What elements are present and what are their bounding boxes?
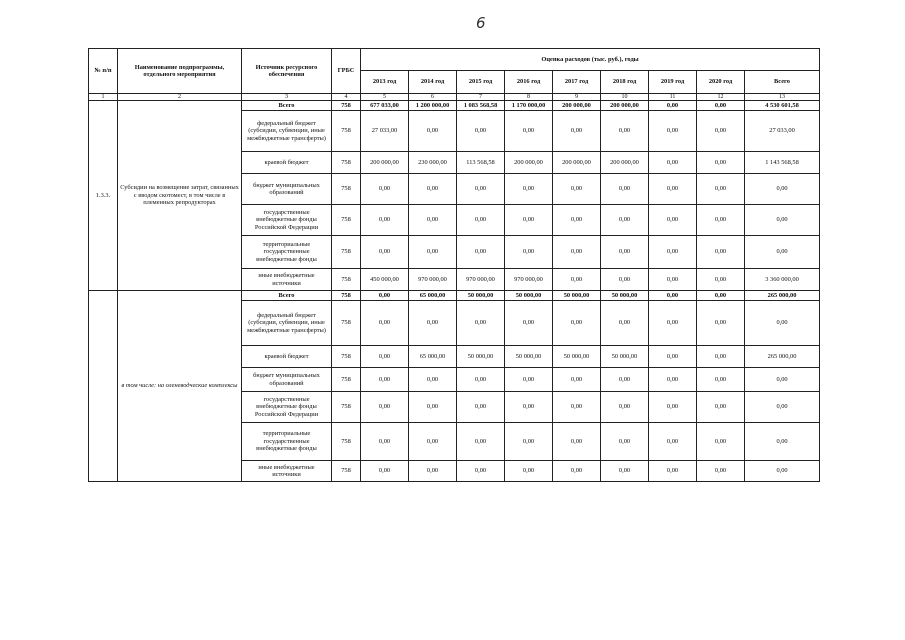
amount-cell: 0,00	[505, 205, 553, 236]
grbs-code: 758	[332, 461, 361, 482]
amount-cell: 0,00	[697, 269, 745, 291]
amount-cell: 0,00	[697, 461, 745, 482]
amount-cell: 50 000,00	[553, 291, 601, 301]
column-number: 2	[118, 94, 242, 101]
amount-cell: 0,00	[649, 461, 697, 482]
amount-cell: 0,00	[553, 236, 601, 269]
amount-cell: 0,00	[457, 423, 505, 461]
column-number: 4	[332, 94, 361, 101]
header-year: 2016 год	[505, 71, 553, 94]
amount-cell: 0,00	[649, 392, 697, 423]
amount-cell: 1 083 568,58	[457, 101, 505, 111]
column-number: 7	[457, 94, 505, 101]
header-source: Источник ресурсного обеспечения	[242, 49, 332, 94]
funding-source: иные внебюджетные источники	[242, 269, 332, 291]
amount-cell: 50 000,00	[601, 346, 649, 368]
grbs-code: 758	[332, 368, 361, 392]
funding-source: Всего	[242, 101, 332, 111]
amount-cell: 0,00	[649, 111, 697, 152]
column-number: 13	[745, 94, 820, 101]
amount-cell: 0,00	[697, 111, 745, 152]
amount-cell: 1 143 568,58	[745, 152, 820, 174]
funding-source: иные внебюджетные источники	[242, 461, 332, 482]
amount-cell: 65 000,00	[409, 346, 457, 368]
funding-source: краевой бюджет	[242, 346, 332, 368]
amount-cell: 0,00	[601, 368, 649, 392]
amount-cell: 200 000,00	[361, 152, 409, 174]
amount-cell: 0,00	[697, 392, 745, 423]
amount-cell: 0,00	[745, 236, 820, 269]
amount-cell: 0,00	[553, 174, 601, 205]
amount-cell: 0,00	[649, 236, 697, 269]
amount-cell: 0,00	[505, 368, 553, 392]
header-name: Наименование подпрограммы, отдельного мероприятия	[118, 49, 242, 94]
grbs-code: 758	[332, 174, 361, 205]
grbs-code: 758	[332, 346, 361, 368]
amount-cell: 0,00	[409, 174, 457, 205]
amount-cell: 0,00	[361, 392, 409, 423]
column-number: 9	[553, 94, 601, 101]
amount-cell: 50 000,00	[601, 291, 649, 301]
amount-cell: 265 000,00	[745, 291, 820, 301]
header-year: Всего	[745, 71, 820, 94]
header-estimate: Оценка расходов (тыс. руб.), годы	[361, 49, 820, 71]
amount-cell: 0,00	[601, 269, 649, 291]
amount-cell: 0,00	[361, 423, 409, 461]
amount-cell: 0,00	[409, 205, 457, 236]
amount-cell: 0,00	[697, 301, 745, 346]
amount-cell: 1 170 000,00	[505, 101, 553, 111]
amount-cell: 0,00	[505, 461, 553, 482]
amount-cell: 0,00	[649, 269, 697, 291]
amount-cell: 265 000,00	[745, 346, 820, 368]
grbs-code: 758	[332, 236, 361, 269]
amount-cell: 0,00	[457, 111, 505, 152]
grbs-code: 758	[332, 291, 361, 301]
funding-source: государственные внебюджетные фонды Российской Федерации	[242, 205, 332, 236]
funding-source: федеральный бюджет (субсидии, субвенции, иные межбюджетные трансферты)	[242, 301, 332, 346]
amount-cell: 0,00	[505, 111, 553, 152]
amount-cell: 0,00	[697, 368, 745, 392]
amount-cell: 0,00	[745, 368, 820, 392]
amount-cell: 0,00	[457, 236, 505, 269]
amount-cell: 0,00	[601, 174, 649, 205]
amount-cell: 27 033,00	[361, 111, 409, 152]
grbs-code: 758	[332, 152, 361, 174]
amount-cell: 0,00	[409, 423, 457, 461]
amount-cell: 0,00	[745, 423, 820, 461]
amount-cell: 0,00	[745, 205, 820, 236]
funding-source: бюджет муниципальных образований	[242, 174, 332, 205]
amount-cell: 0,00	[457, 205, 505, 236]
column-number: 3	[242, 94, 332, 101]
grbs-code: 758	[332, 301, 361, 346]
amount-cell: 0,00	[697, 101, 745, 111]
amount-cell: 0,00	[697, 346, 745, 368]
amount-cell: 0,00	[409, 236, 457, 269]
amount-cell: 0,00	[361, 461, 409, 482]
row-number	[89, 291, 118, 482]
table-row	[89, 101, 820, 111]
funding-source: государственные внебюджетные фонды Российской Федерации	[242, 392, 332, 423]
amount-cell: 27 033,00	[745, 111, 820, 152]
column-number: 12	[697, 94, 745, 101]
amount-cell: 970 000,00	[409, 269, 457, 291]
measure-name: Субсидии на возмещение затрат, связанных с вводом скотомест, в том числе в племенных репродукторах	[118, 101, 242, 291]
amount-cell: 0,00	[553, 392, 601, 423]
funding-source: территориальные государственные внебюджетные фонды	[242, 423, 332, 461]
amount-cell: 0,00	[409, 461, 457, 482]
amount-cell: 450 000,00	[361, 269, 409, 291]
column-number: 11	[649, 94, 697, 101]
amount-cell: 0,00	[361, 346, 409, 368]
page-number: 6	[476, 14, 486, 32]
grbs-code: 758	[332, 392, 361, 423]
amount-cell: 0,00	[601, 111, 649, 152]
amount-cell: 200 000,00	[505, 152, 553, 174]
amount-cell: 970 000,00	[457, 269, 505, 291]
amount-cell: 0,00	[697, 152, 745, 174]
amount-cell: 0,00	[649, 174, 697, 205]
amount-cell: 3 360 000,00	[745, 269, 820, 291]
measure-name: в том числе: на оленеводческие комплексы	[118, 291, 242, 482]
amount-cell: 0,00	[697, 291, 745, 301]
amount-cell: 200 000,00	[601, 101, 649, 111]
amount-cell: 677 033,00	[361, 101, 409, 111]
amount-cell: 4 530 601,58	[745, 101, 820, 111]
amount-cell: 0,00	[361, 291, 409, 301]
amount-cell: 0,00	[409, 301, 457, 346]
row-number: 1.3.3.	[89, 101, 118, 291]
amount-cell: 0,00	[505, 301, 553, 346]
amount-cell: 0,00	[553, 423, 601, 461]
amount-cell: 0,00	[649, 423, 697, 461]
column-number: 5	[361, 94, 409, 101]
amount-cell: 0,00	[601, 236, 649, 269]
amount-cell: 0,00	[409, 368, 457, 392]
funding-source: Всего	[242, 291, 332, 301]
amount-cell: 0,00	[409, 392, 457, 423]
header-year: 2013 год	[361, 71, 409, 94]
amount-cell: 0,00	[361, 301, 409, 346]
header-year: 2017 год	[553, 71, 601, 94]
amount-cell: 0,00	[505, 236, 553, 269]
budget-table	[88, 48, 820, 482]
header-year: 2019 год	[649, 71, 697, 94]
amount-cell: 50 000,00	[457, 346, 505, 368]
grbs-code: 758	[332, 423, 361, 461]
amount-cell: 0,00	[409, 111, 457, 152]
amount-cell: 0,00	[601, 392, 649, 423]
amount-cell: 50 000,00	[505, 291, 553, 301]
header-year: 2014 год	[409, 71, 457, 94]
amount-cell: 0,00	[457, 301, 505, 346]
amount-cell: 0,00	[601, 301, 649, 346]
grbs-code: 758	[332, 269, 361, 291]
column-number: 6	[409, 94, 457, 101]
amount-cell: 0,00	[649, 368, 697, 392]
amount-cell: 50 000,00	[505, 346, 553, 368]
header-year: 2020 год	[697, 71, 745, 94]
amount-cell: 0,00	[745, 461, 820, 482]
amount-cell: 0,00	[505, 174, 553, 205]
amount-cell: 0,00	[697, 423, 745, 461]
amount-cell: 0,00	[361, 236, 409, 269]
amount-cell: 0,00	[697, 174, 745, 205]
amount-cell: 65 000,00	[409, 291, 457, 301]
funding-source: федеральный бюджет (субсидии, субвенции, иные межбюджетные трансферты)	[242, 111, 332, 152]
amount-cell: 0,00	[361, 205, 409, 236]
funding-source: бюджет муниципальных образований	[242, 368, 332, 392]
funding-source: краевой бюджет	[242, 152, 332, 174]
amount-cell: 200 000,00	[601, 152, 649, 174]
amount-cell: 0,00	[553, 368, 601, 392]
amount-cell: 0,00	[505, 423, 553, 461]
amount-cell: 0,00	[553, 461, 601, 482]
header-year: 2018 год	[601, 71, 649, 94]
amount-cell: 0,00	[649, 291, 697, 301]
grbs-code: 758	[332, 111, 361, 152]
amount-cell: 0,00	[553, 111, 601, 152]
amount-cell: 50 000,00	[553, 346, 601, 368]
amount-cell: 0,00	[553, 301, 601, 346]
column-number: 8	[505, 94, 553, 101]
amount-cell: 0,00	[553, 269, 601, 291]
amount-cell: 200 000,00	[553, 101, 601, 111]
amount-cell: 0,00	[745, 174, 820, 205]
amount-cell: 970 000,00	[505, 269, 553, 291]
amount-cell: 113 568,58	[457, 152, 505, 174]
amount-cell: 0,00	[553, 205, 601, 236]
amount-cell: 0,00	[745, 301, 820, 346]
column-number: 10	[601, 94, 649, 101]
amount-cell: 0,00	[649, 346, 697, 368]
amount-cell: 0,00	[457, 461, 505, 482]
amount-cell: 0,00	[457, 368, 505, 392]
amount-cell: 0,00	[745, 392, 820, 423]
amount-cell: 0,00	[601, 423, 649, 461]
amount-cell: 0,00	[457, 174, 505, 205]
amount-cell: 0,00	[649, 205, 697, 236]
amount-cell: 1 200 000,00	[409, 101, 457, 111]
amount-cell: 0,00	[697, 236, 745, 269]
amount-cell: 200 000,00	[553, 152, 601, 174]
amount-cell: 0,00	[505, 392, 553, 423]
amount-cell: 0,00	[649, 301, 697, 346]
amount-cell: 0,00	[697, 205, 745, 236]
amount-cell: 230 000,00	[409, 152, 457, 174]
amount-cell: 0,00	[361, 368, 409, 392]
table-row	[89, 291, 820, 301]
grbs-code: 758	[332, 101, 361, 111]
amount-cell: 0,00	[361, 174, 409, 205]
amount-cell: 0,00	[601, 461, 649, 482]
header-grbs: ГРБС	[332, 49, 361, 94]
amount-cell: 0,00	[649, 152, 697, 174]
funding-source: территориальные государственные внебюджетные фонды	[242, 236, 332, 269]
amount-cell: 0,00	[457, 392, 505, 423]
amount-cell: 0,00	[649, 101, 697, 111]
header-num: № п/п	[89, 49, 118, 94]
amount-cell: 0,00	[601, 205, 649, 236]
column-number: 1	[89, 94, 118, 101]
grbs-code: 758	[332, 205, 361, 236]
header-year: 2015 год	[457, 71, 505, 94]
amount-cell: 50 000,00	[457, 291, 505, 301]
